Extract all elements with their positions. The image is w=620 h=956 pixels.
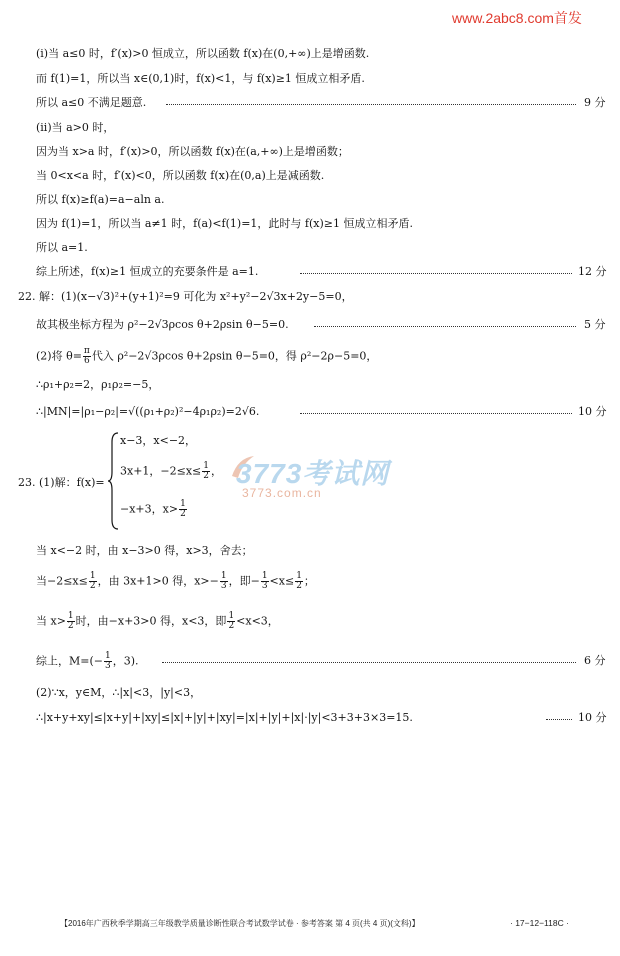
logo-text: 3773考试网 [236, 458, 390, 489]
text-line: 当 0<x<a 时，f′(x)<0，所以函数 f(x)在(0,a)上是减函数. [36, 169, 325, 182]
fraction-denominator: 3 [220, 581, 227, 591]
text-span: <x<3， [236, 614, 279, 628]
page-footer: 【2016年广西秋季学期高三年级教学质量诊断性联合考试数学试卷 · 参考答案 第 4 页(共 4 页)(文科)】 [60, 919, 420, 928]
text-line: 故其极坐标方程为 ρ²−2√3ρcos θ+2ρsin θ−5=0. [36, 318, 289, 331]
text-span: <x≤ [269, 574, 295, 588]
fraction-denominator: 3 [105, 661, 111, 671]
text-line: 综上所述，f(x)≥1 恒成立的充要条件是 a=1. [36, 265, 259, 278]
fraction-numerator: 1 [105, 651, 111, 661]
fraction-numerator: 1 [180, 499, 186, 509]
fraction-denominator: 2 [228, 621, 235, 631]
text-span: ，即− [228, 574, 260, 588]
fraction-one-third [261, 572, 269, 591]
text-span: ； [303, 574, 315, 588]
piecewise-case [120, 462, 222, 481]
text-line [36, 612, 279, 631]
text-line: (i)当 a≤0 时，f′(x)>0 恒成立，所以函数 f(x)在(0,+∞)上是增函数. [36, 47, 370, 60]
text-line: ∴|x+y+xy|≤|x+y|+|xy|≤|x|+|y|+|xy|=|x|+|y|+|x|·|y|<3+3+3×3=15. [36, 711, 413, 724]
dot-leader [166, 104, 576, 105]
text-line: 当 x<−2 时，由 x−3>0 得，x>3，舍去； [36, 544, 253, 557]
logo-subtext: 3773.com.cn [242, 486, 322, 500]
text-span: (2)将 θ= [36, 349, 82, 363]
fraction-one-third [104, 652, 112, 671]
score-label: 12 分 [578, 265, 607, 278]
text-line: 所以 a≤0 不满足题意. [36, 96, 147, 109]
fraction-one-half [227, 612, 235, 631]
text-line: 23. (1)解：f(x)= [18, 476, 105, 489]
text-line: 22. 解：(1)(x−√3)²+(y+1)²=9 可化为 x²+y²−2√3x+2y−5=0， [18, 290, 353, 303]
dot-leader [300, 413, 572, 414]
fraction-one-half [67, 612, 75, 631]
text-line: ∴|MN|=|ρ₁−ρ₂|=√((ρ₁+ρ₂)²−4ρ₁ρ₂)=2√6. [36, 405, 260, 418]
fraction-denominator: 6 [84, 356, 90, 366]
fraction-one-third [220, 572, 228, 591]
score-label: 6 分 [584, 654, 606, 667]
fraction-denominator: 2 [89, 581, 96, 591]
fraction-denominator: 2 [180, 509, 186, 519]
fraction-denominator: 3 [261, 581, 268, 591]
fraction-one-half [202, 462, 210, 481]
text-line: 因为 f(1)=1，所以当 a≠1 时，f(a)<f(1)=1，此时与 f(x)≥1 恒成立相矛盾. [36, 217, 413, 230]
text-line: (2)∵x，y∈M，∴|x|<3，|y|<3， [36, 686, 202, 699]
fraction-one-half [89, 572, 97, 591]
text-line: 所以 a=1. [36, 241, 88, 254]
fraction-numerator: 1 [89, 571, 96, 581]
text-line [36, 572, 315, 591]
text-span: ，3). [112, 654, 139, 668]
fraction-numerator: 1 [261, 571, 268, 581]
score-label: 9 分 [584, 96, 606, 109]
fraction-numerator: 1 [296, 571, 302, 581]
site-watermark: www.2abc8.com首发 [452, 10, 582, 26]
text-span: −x+3，x> [120, 502, 179, 516]
fraction-pi-over-6 [83, 347, 91, 366]
text-span: ， [211, 464, 223, 478]
text-line [36, 347, 377, 366]
piecewise-case: x−3，x<−2， [120, 434, 197, 447]
fraction-denominator: 2 [67, 621, 74, 631]
score-label: 10 分 [578, 405, 607, 418]
text-span: ，由 3x+1>0 得，x>− [97, 574, 219, 588]
fraction-numerator: 1 [228, 611, 235, 621]
fraction-denominator: 2 [296, 581, 302, 591]
text-span: 当−2≤x≤ [36, 574, 88, 588]
text-line: 因为当 x>a 时，f′(x)>0，所以函数 f(x)在(a,+∞)上是增函数； [36, 145, 349, 158]
dot-leader [314, 326, 576, 327]
fraction-numerator: 1 [67, 611, 74, 621]
text-span: 3x+1，−2≤x≤ [120, 464, 202, 478]
text-line: (ii)当 a>0 时， [36, 121, 115, 134]
fraction-denominator: 2 [203, 471, 210, 481]
page-code: · 17−12−118C · [510, 918, 569, 928]
piecewise-case [120, 500, 188, 519]
text-span: 代入 ρ²−2√3ρcos θ+2ρsin θ−5=0，得 ρ²−2ρ−5=0， [91, 349, 378, 363]
text-line: 所以 f(x)≥f(a)=a−aln a. [36, 193, 165, 206]
text-span: 当 x> [36, 614, 66, 628]
left-brace-icon [108, 432, 120, 530]
dot-leader [162, 662, 576, 663]
fraction-numerator: 1 [203, 461, 210, 471]
dot-leader [300, 273, 572, 274]
text-span: 综上，M=(− [36, 654, 103, 668]
fraction-numerator: 1 [220, 571, 227, 581]
score-label: 10 分 [578, 711, 607, 724]
fraction-one-half [179, 500, 187, 519]
score-label: 5 分 [584, 318, 606, 331]
fraction-numerator: π [83, 346, 90, 356]
text-line: ∴ρ₁+ρ₂=2，ρ₁ρ₂=−5， [36, 378, 160, 391]
fraction-one-half [295, 572, 303, 591]
text-line [36, 652, 139, 671]
site-logo-watermark [228, 452, 398, 508]
text-span: 时，由−x+3>0 得，x<3，即 [75, 614, 227, 628]
text-line: 而 f(1)=1，所以当 x∈(0,1)时，f(x)<1，与 f(x)≥1 恒成立相矛盾. [36, 72, 365, 85]
dot-leader [546, 719, 572, 720]
